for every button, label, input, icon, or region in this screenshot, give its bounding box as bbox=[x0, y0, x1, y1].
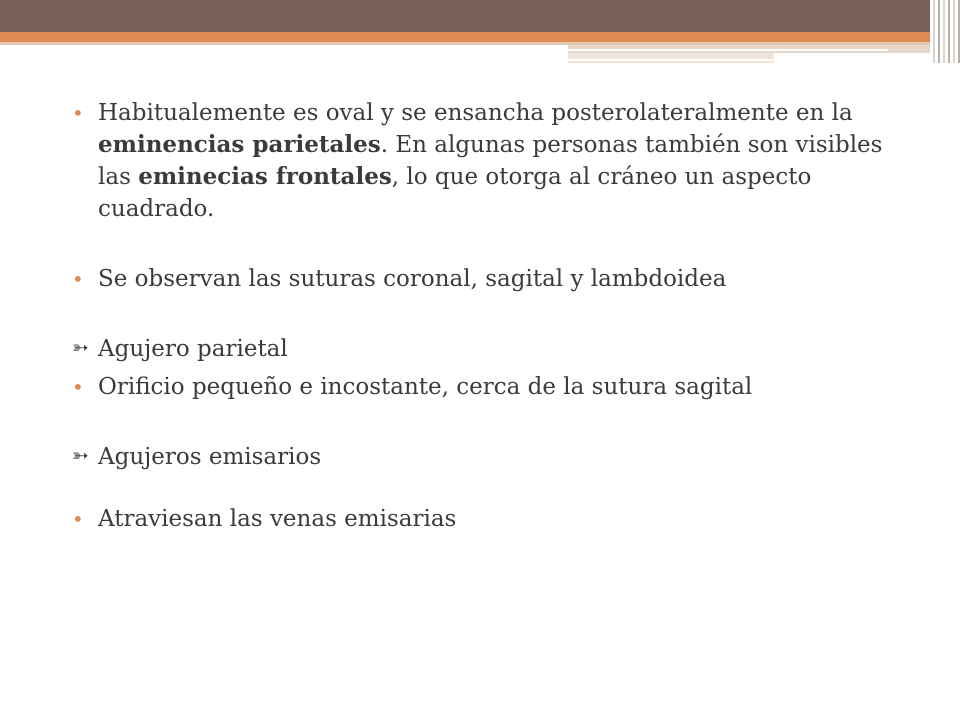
header-accent-divider bbox=[568, 49, 888, 51]
header-accent-step-lower bbox=[568, 53, 774, 63]
arrow-icon: ➳ bbox=[72, 335, 89, 359]
bullet-icon: • bbox=[72, 375, 84, 399]
bullet-text: Atraviesan las venas emisarias bbox=[98, 506, 457, 532]
bullet-item bbox=[72, 503, 892, 535]
spacer bbox=[72, 403, 892, 441]
bullet-item bbox=[72, 371, 892, 403]
header-accent-stripe bbox=[0, 32, 930, 42]
section-heading bbox=[72, 333, 892, 365]
bullet-text: Habitualemente es oval y se ensancha posterolateralmente en la bbox=[98, 100, 853, 126]
bold-term: eminecias frontales bbox=[138, 163, 392, 190]
heading-text: Agujeros emisarios bbox=[98, 444, 322, 470]
arrow-icon: ➳ bbox=[72, 443, 89, 467]
bullet-text: . En algunas personas también son visibles las bbox=[98, 132, 883, 190]
bullet-item bbox=[72, 97, 892, 225]
bullet-icon: • bbox=[72, 267, 84, 291]
spacer bbox=[72, 225, 892, 263]
spacer bbox=[72, 473, 892, 503]
bullet-text: , lo que otorga al cráneo un aspecto cuadrado. bbox=[98, 164, 812, 222]
bullet-icon: • bbox=[72, 507, 84, 531]
bullet-text: Se observan las suturas coronal, sagital y lambdoidea bbox=[98, 266, 727, 292]
bold-term: eminencias parietales bbox=[98, 131, 381, 158]
bullet-text: Orificio pequeño e incostante, cerca de la sutura sagital bbox=[98, 374, 753, 400]
corner-stripes bbox=[930, 0, 960, 63]
heading-text: Agujero parietal bbox=[98, 336, 288, 362]
spacer bbox=[72, 295, 892, 333]
bullet-item bbox=[72, 263, 892, 295]
header-accent-divider-lower bbox=[568, 59, 774, 61]
header-bar bbox=[0, 0, 930, 32]
section-heading bbox=[72, 441, 892, 473]
bullet-icon: • bbox=[72, 101, 84, 125]
slide-content bbox=[72, 97, 892, 535]
